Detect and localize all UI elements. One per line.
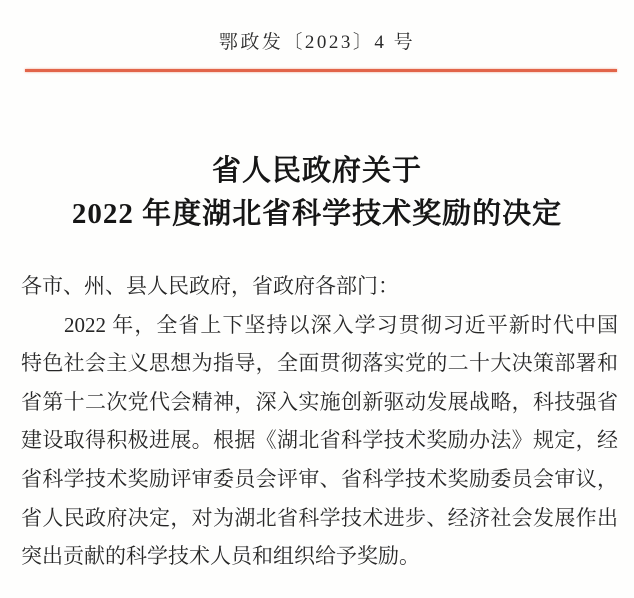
document-number: 鄂政发〔2023〕4 号 bbox=[218, 32, 416, 53]
document-title bbox=[0, 150, 634, 236]
paragraph-line: 建设取得积极进展。根据《湖北省科学技术奖励办法》规定，经 bbox=[21, 428, 618, 453]
paragraph-line: 省人民政府决定，对为湖北省科学技术进步、经济社会发展作出 bbox=[21, 505, 618, 530]
document-title-line-2: 2022 年度湖北省科学技术奖励的决定 bbox=[71, 198, 563, 230]
document-body bbox=[21, 267, 618, 576]
paragraph-line-last: 突出贡献的科学技术人员和组织给予奖励。 bbox=[21, 544, 420, 569]
red-separator-line bbox=[25, 69, 617, 72]
paragraph-line: 省第十二次党代会精神，深入实施创新驱动发展战略，科技强省 bbox=[21, 389, 618, 414]
paragraph-line: 2022 年，全省上下坚持以深入学习贯彻习近平新时代中国 bbox=[64, 312, 618, 337]
document-title-line-1: 省人民政府关于 bbox=[211, 155, 422, 187]
paragraph-line: 省科学技术奖励评审委员会评审、省科学技术奖励委员会审议， bbox=[21, 466, 618, 491]
salutation-line: 各市、州、县人民政府，省政府各部门： bbox=[21, 274, 399, 298]
paragraph-line: 特色社会主义思想为指导，全面贯彻落实党的二十大决策部署和 bbox=[21, 351, 618, 376]
